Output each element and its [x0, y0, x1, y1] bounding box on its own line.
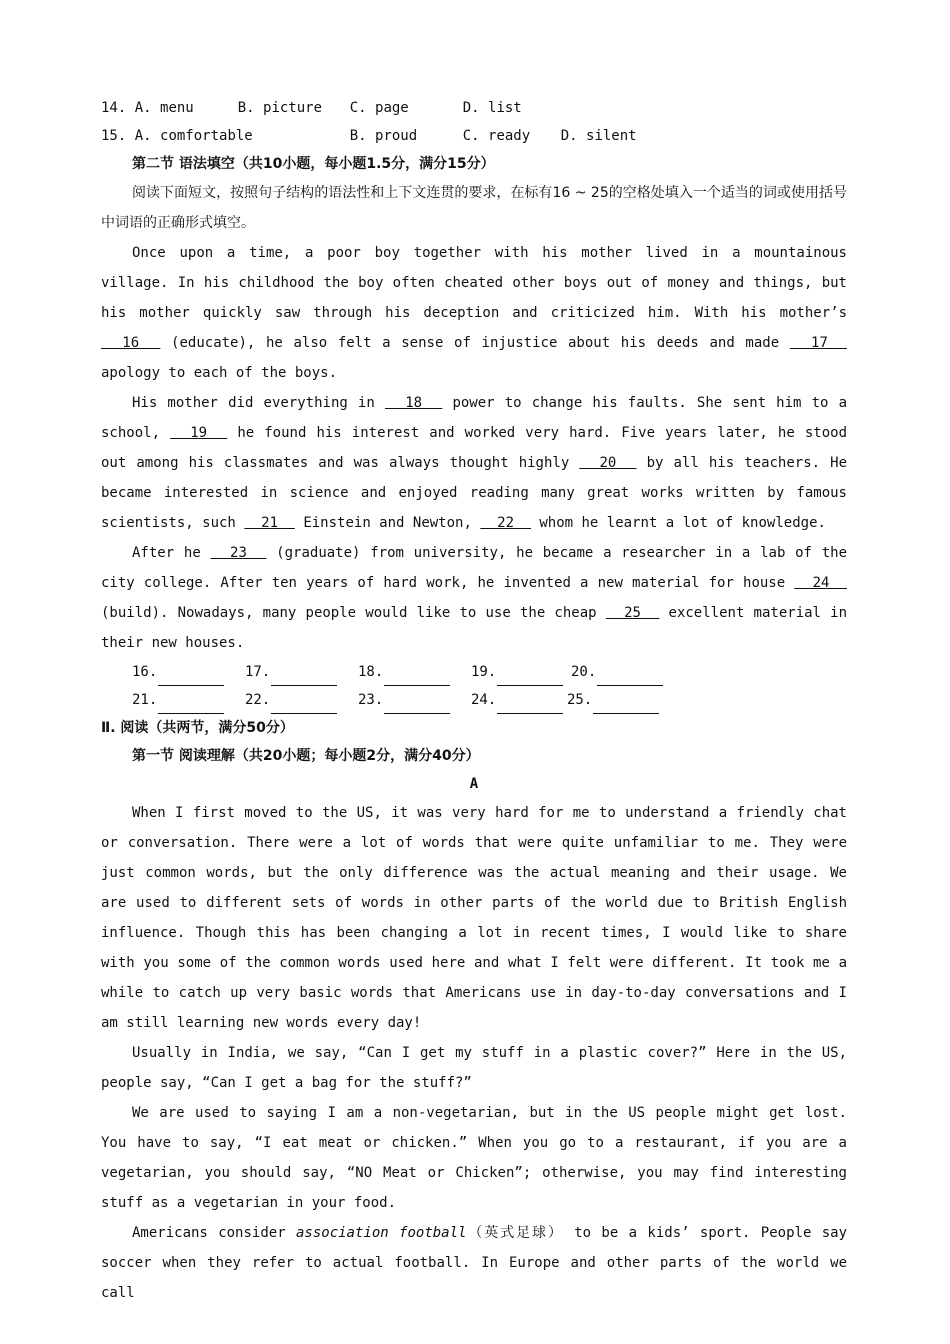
text: by all his teachers. He became interested in science and enjoyed reading many great works written by famous scientists, such [101, 455, 847, 531]
option-b: B. proud [349, 128, 418, 144]
option-d: D. list [462, 100, 522, 116]
blank-19[interactable]: 19 [170, 425, 228, 441]
blank-22[interactable]: 22 [480, 515, 531, 531]
option-c: C. page [349, 100, 409, 116]
cloze-paragraph-3 [101, 538, 847, 658]
answer-slot[interactable] [571, 658, 684, 686]
passage-label: A [469, 776, 479, 792]
text: (graduate) from university, he became a researcher in a lab of the city college. After ten years of hard work, he invented a new material for house [101, 545, 848, 591]
answer-line[interactable] [497, 667, 563, 686]
part-title: Ⅱ. 阅读（共两节，满分50分） [101, 720, 294, 736]
answer-slot[interactable] [132, 658, 245, 686]
question-15 [101, 122, 847, 150]
text: Einstein and Newton, [303, 515, 472, 531]
blank-24[interactable]: 24 [794, 575, 847, 591]
answer-line[interactable] [271, 695, 337, 714]
passage-paragraph-4 [101, 1218, 847, 1308]
blank-18[interactable]: 18 [384, 395, 443, 411]
answer-label: 19. [471, 664, 497, 680]
blank-21[interactable]: 21 [244, 515, 295, 531]
answer-line[interactable] [497, 695, 563, 714]
answer-line[interactable] [593, 695, 659, 714]
answer-slot[interactable] [245, 658, 358, 686]
exam-page [101, 94, 847, 1308]
blank-25[interactable]: 25 [605, 605, 660, 621]
chinese-gloss: （英式足球） [466, 1225, 564, 1241]
text: (build). Nowadays, many people would like to use the cheap [101, 605, 597, 621]
italic-term: association football [295, 1225, 467, 1241]
answer-line[interactable] [384, 695, 450, 714]
text: His mother did everything in [132, 395, 375, 411]
text: whom he learnt a lot of knowledge. [539, 515, 826, 531]
answer-line[interactable] [158, 695, 224, 714]
answer-slot[interactable] [245, 686, 358, 714]
answer-line[interactable] [271, 667, 337, 686]
answer-label: 17. [245, 664, 271, 680]
blank-16[interactable]: 16 [101, 335, 161, 351]
cloze-paragraph-1 [101, 238, 847, 388]
cloze-paragraph-2 [101, 388, 847, 538]
passage-paragraph-1: When I first moved to the US, it was very hard for me to understand a friendly chat or conversation. There were a lot of words that were quite unfamiliar to me. They were just common words, but the only difference was the actual meaning and their usage. We are used to different sets of words in other parts of the world due to British English influence. Though this has been changing a lot in recent times, I would like to share with you some of the common words used here and what I felt were different. It took me a while to catch up very basic words that Americans use in day-to-day conversations and I am still learning new words every day! [101, 805, 847, 1031]
text: Once upon a time, a poor boy together with his mother lived in a mountainous village. In his childhood the boy often cheated other boys out of money and things, but his mother quickly saw through his deception and criticized him. With his mother’s [101, 245, 847, 321]
answer-label: 22. [245, 692, 271, 708]
answer-row-1 [101, 658, 847, 686]
passage-paragraph-3: We are used to saying I am a non-vegetarian, but in the US people might get lost. You have to say, “I eat meat or chicken.” When you go to a restaurant, if you are a vegetarian, you should say, “NO Meat or Chicken”; otherwise, you may find interesting stuff as a vegetarian in your food. [101, 1105, 847, 1211]
text: Americans consider [132, 1225, 286, 1241]
question-number: 15. [101, 128, 127, 144]
answer-slot[interactable] [132, 686, 245, 714]
blank-20[interactable]: 20 [579, 455, 637, 471]
answer-line[interactable] [384, 667, 450, 686]
answer-line[interactable] [597, 667, 663, 686]
answer-row-2 [101, 686, 847, 714]
text: (educate), he also felt a sense of injustice about his deeds and made [171, 335, 780, 351]
answer-label: 23. [358, 692, 384, 708]
answer-slot[interactable] [471, 658, 571, 686]
answer-line[interactable] [158, 667, 224, 686]
blank-17[interactable]: 17 [789, 335, 847, 351]
text: After he [132, 545, 201, 561]
blank-23[interactable]: 23 [210, 545, 267, 561]
text: power to change his faults. She sent him to a school, [101, 395, 847, 441]
option-a: A. comfortable [134, 128, 253, 144]
option-b: B. picture [237, 100, 323, 116]
answer-slot[interactable] [567, 686, 680, 714]
text: he found his interest and worked very hard. Five years later, he stood out among his classmates and was always thought highly [101, 425, 847, 471]
option-a: A. menu [134, 100, 194, 116]
answer-slot[interactable] [471, 686, 567, 714]
answer-slot[interactable] [358, 686, 471, 714]
section-instruction: 阅读下面短文，按照句子结构的语法性和上下文连贯的要求，在标有16 ~ 25的空格处填入一个适当的词或使用括号中词语的正确形式填空。 [101, 185, 847, 231]
answer-label: 20. [571, 664, 597, 680]
question-14 [101, 94, 847, 122]
section-title: 第二节 语法填空（共10小题，每小题1.5分，满分15分） [132, 156, 495, 172]
text: excellent material in their new houses. [101, 605, 848, 651]
option-d: D. silent [560, 128, 637, 144]
text: to be a kids’ sport. People say soccer when they refer to actual football. In Europe and other parts of the world we call [101, 1225, 848, 1301]
answer-label: 24. [471, 692, 497, 708]
answer-label: 21. [132, 692, 158, 708]
answer-slot[interactable] [358, 658, 471, 686]
text: apology to each of the boys. [101, 365, 338, 381]
answer-label: 25. [567, 692, 593, 708]
answer-label: 18. [358, 664, 384, 680]
question-number: 14. [101, 100, 127, 116]
reading-section-title: 第一节 阅读理解（共20小题；每小题2分，满分40分） [132, 748, 480, 764]
option-c: C. ready [462, 128, 531, 144]
answer-label: 16. [132, 664, 158, 680]
passage-paragraph-2: Usually in India, we say, “Can I get my stuff in a plastic cover?” Here in the US, people say, “Can I get a bag for the stuff?” [101, 1045, 847, 1091]
